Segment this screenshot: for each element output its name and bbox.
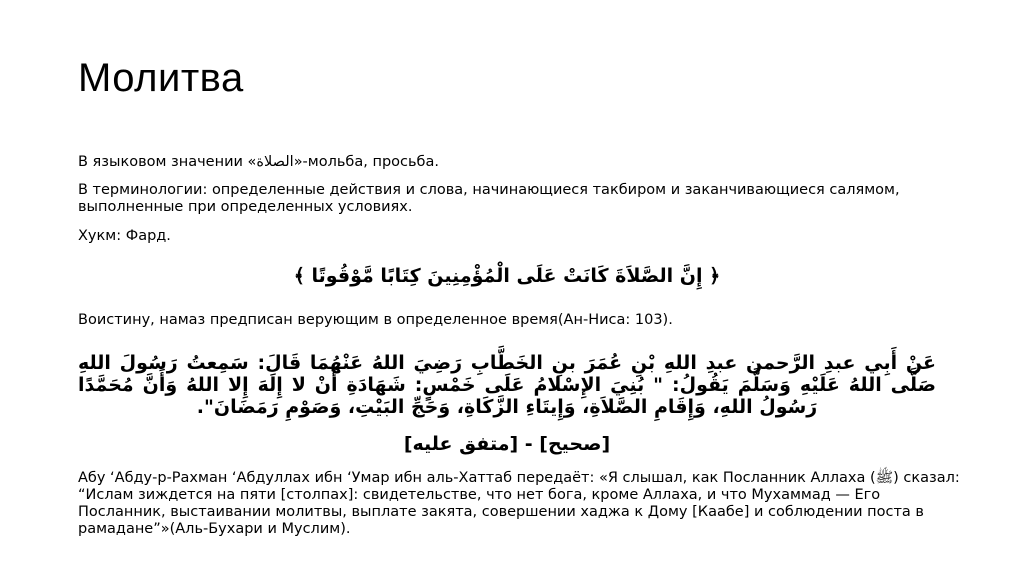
meaning-line: В языковом значении «الصلاة»-мольба, просьба. xyxy=(78,154,439,170)
hukm-line: Хукм: Фард. xyxy=(78,228,171,244)
quran-verse-arabic: ﴿ إِنَّ الصَّلاَةَ كَانَتْ عَلَى الْمُؤْمِنِينَ كِتَابًا مَّوْقُوتًا ﴾ xyxy=(293,265,721,287)
slide-title: Молитва xyxy=(78,56,244,100)
verse-translation: Воистину, намаз предписан верующим в определенное время(Ан-Ниса: 103). xyxy=(78,312,673,328)
terminology-paragraph: В терминологии: определенные действия и слова, начинающиеся такбиром и заканчивающиеся салямом, выполненные при определенных условиях. xyxy=(78,182,900,215)
hadith-arabic: عَنْ أَبِي عبدِ الرَّحمن عبدِ اللهِ بْنِ عُمَرَ بنِ الخَطَّابِ رَضِيَ اللهُ عَنْهُمَا قَالَ: سَمِعتُ رَسُولَ اللهِ صَلَّى اللهُ عَلَيْهِ وَسَلَّمَ يَقُولُ: " بُنِيَ الإِسْلامُ عَلَى خَمْسٍ: شَهَادَةِ أَنْ لا إِلَهَ إِلا اللهُ وَأَنَّ مُحَمَّدًا رَسُولُ اللهِ، وَإِقَامِ الصَّلاَةِ، وَإِيتَاءِ الزَّكَاةِ، وَحَجِّ البَيْتِ، وَصَوْمِ رَمَضَانَ". xyxy=(78,352,936,418)
hadith-translation: Абу ‘Абду-р-Рахман ‘Абдуллах ибн ‘Умар ибн аль-Хаттаб передаёт: «Я слышал, как Посланник Аллаха (ﷺ) сказал: “Ислам зиждется на пяти [столпах]: свидетельстве, что нет бога, кроме Аллаха, и что Мухаммад — Его Посланник, выстаивании молитвы, выплате закята, совершении хаджа к Дому [Каабе] и соблюдении поста в рамадане”»(Аль-Бухари и Муслим). xyxy=(78,470,960,537)
hadith-source-arabic: [صحيح] - [متفق عليه] xyxy=(403,433,611,455)
